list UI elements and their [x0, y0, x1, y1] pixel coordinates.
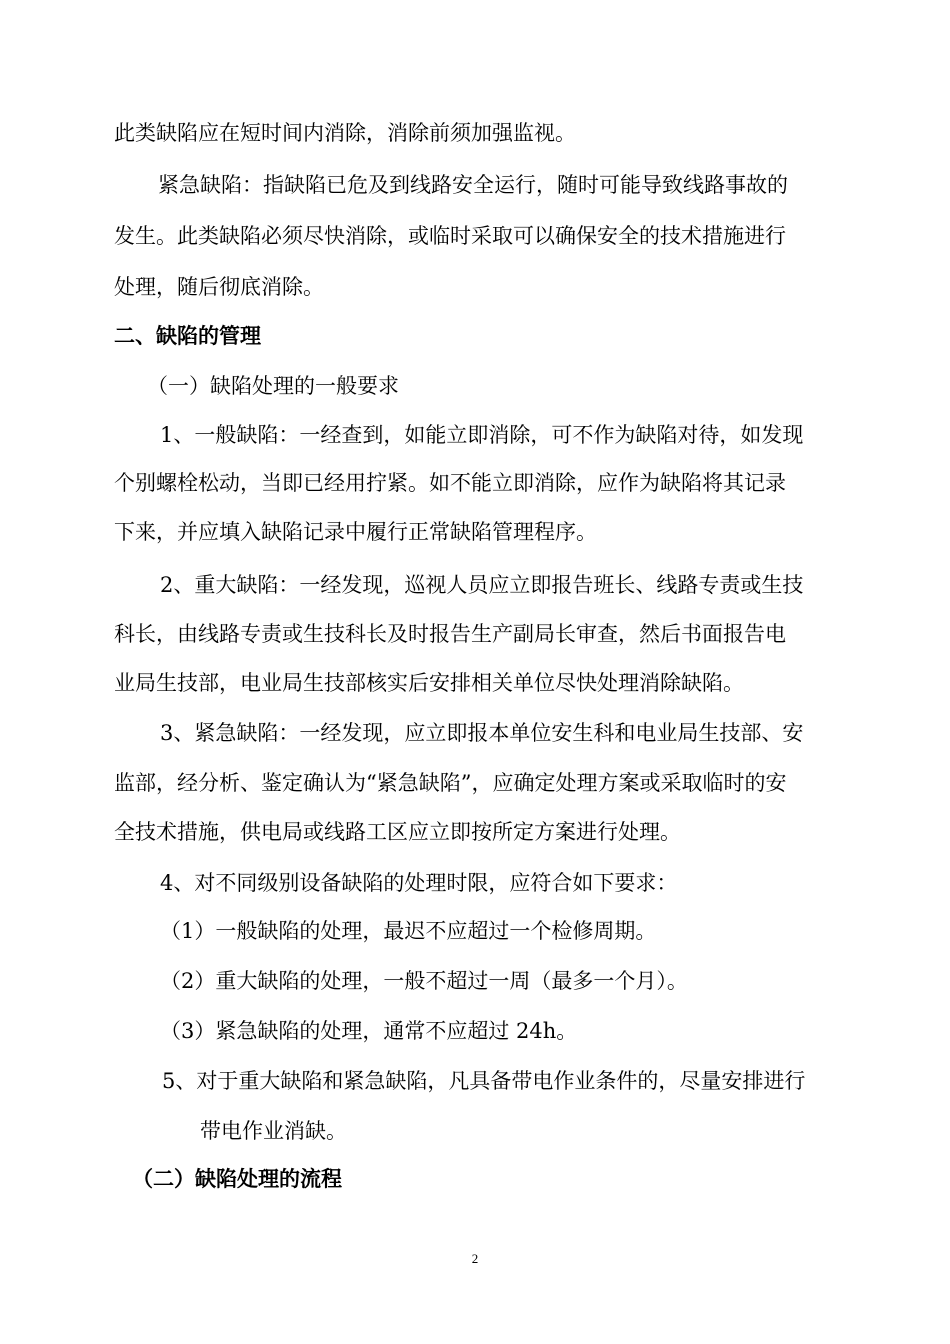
list-item: （2）重大缺陷的处理，一般不超过一周（最多一个月）。 [160, 969, 688, 993]
text-line: 2、重大缺陷：一经发现，巡视人员应立即报告班长、线路专责或生技 [160, 573, 804, 597]
text-line: 3、紧急缺陷：一经发现，应立即报本单位安生科和电业局生技部、安 [160, 721, 804, 745]
text-line: 1、一般缺陷：一经查到，如能立即消除，可不作为缺陷对待，如发现 [160, 423, 804, 447]
text-line: 紧急缺陷：指缺陷已危及到线路安全运行，随时可能导致线路事故的 [158, 173, 788, 197]
subsection-heading: （二）缺陷处理的流程 [132, 1167, 342, 1191]
list-item: （1）一般缺陷的处理，最迟不应超过一个检修周期。 [160, 919, 657, 943]
text-line: 发生。此类缺陷必须尽快消除，或临时采取可以确保安全的技术措施进行 [114, 224, 786, 248]
text-line: 监部，经分析、鉴定确认为“紧急缺陷”，应确定处理方案或采取临时的安 [114, 771, 787, 795]
text-line: 下来，并应填入缺陷记录中履行正常缺陷管理程序。 [114, 520, 597, 544]
subsection-heading: （一）缺陷处理的一般要求 [147, 374, 399, 398]
page-number: 2 [471, 1251, 479, 1266]
text-line: 业局生技部，电业局生技部核实后安排相关单位尽快处理消除缺陷。 [114, 671, 744, 695]
text-line: 带电作业消缺。 [200, 1119, 347, 1143]
text-line: 全技术措施，供电局或线路工区应立即按所定方案进行处理。 [114, 820, 681, 844]
list-item: （3）紧急缺陷的处理，通常不应超过 24h。 [160, 1019, 578, 1043]
section-heading: 二、缺陷的管理 [114, 324, 261, 348]
text-line: 处理，随后彻底消除。 [114, 275, 324, 299]
text-line: 此类缺陷应在短时间内消除，消除前须加强监视。 [114, 121, 576, 145]
text-line: 个别螺栓松动，当即已经用拧紧。如不能立即消除，应作为缺陷将其记录 [114, 471, 786, 495]
text-line: 5、对于重大缺陷和紧急缺陷，凡具备带电作业条件的，尽量安排进行 [162, 1069, 806, 1093]
text-line: 4、对不同级别设备缺陷的处理时限，应符合如下要求： [160, 871, 678, 895]
text-line: 科长，由线路专责或生技科长及时报告生产副局长审查，然后书面报告电 [114, 622, 786, 646]
